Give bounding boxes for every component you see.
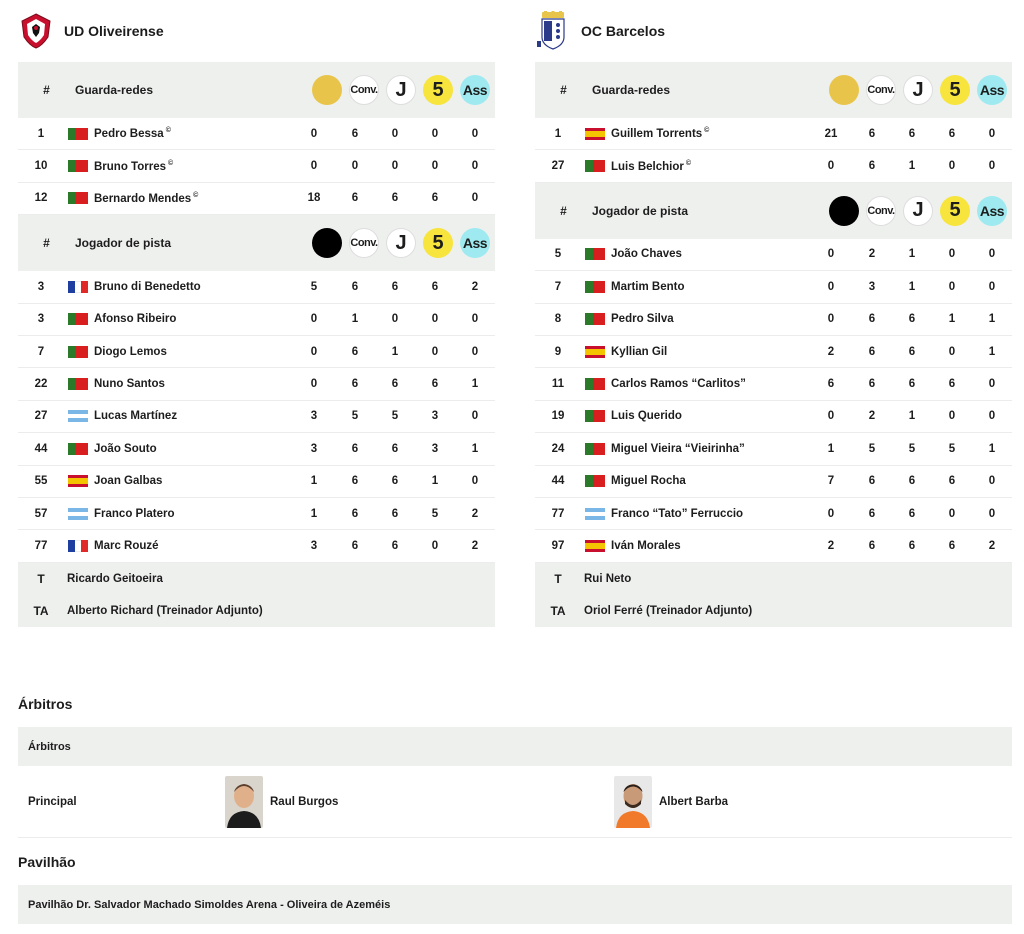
player-name[interactable]: Luis Belchior © [611, 159, 692, 173]
player-stat: 6 [351, 127, 359, 140]
player-stat: 6 [868, 160, 876, 173]
player-stat: 6 [868, 378, 876, 391]
away-goalkeepers-header [535, 62, 1012, 118]
starting-five-icon: 5 [940, 196, 970, 226]
france-flag-icon [68, 281, 88, 293]
away-goalkeepers-list [535, 118, 1012, 183]
player-stat: 6 [868, 475, 876, 488]
player-row[interactable] [18, 433, 495, 465]
player-number: 8 [554, 313, 562, 326]
player-stat: 6 [391, 539, 399, 552]
player-number: 55 [34, 475, 48, 488]
portugal-flag-icon [585, 281, 605, 293]
portugal-flag-icon [68, 346, 88, 358]
player-name[interactable]: Bernardo Mendes © [94, 192, 199, 205]
venue-name[interactable]: Pavilhão Dr. Salvador Machado Simoldes Arena - Oliveira de Azeméis [28, 898, 391, 911]
player-stat: 7 [827, 475, 835, 488]
player-stat: 1 [471, 442, 479, 455]
player-stat: 0 [391, 127, 399, 140]
player-stat: 1 [988, 442, 996, 455]
player-stat: 0 [310, 160, 318, 173]
player-stat: 0 [310, 378, 318, 391]
player-stat: 6 [908, 378, 916, 391]
player-name[interactable]: Joan Galbas [94, 475, 163, 488]
player-stat: 2 [988, 539, 996, 552]
referee-entry[interactable] [225, 776, 338, 828]
player-row[interactable] [535, 498, 1012, 530]
goalkeepers-label: Guarda-redes [75, 83, 154, 97]
player-stat: 1 [310, 475, 318, 488]
player-name[interactable]: Nuno Santos [94, 378, 165, 391]
player-name[interactable]: Afonso Ribeiro [94, 313, 177, 326]
player-stat: 1 [908, 248, 916, 261]
player-stat: 6 [431, 280, 439, 293]
player-stat: 6 [351, 378, 359, 391]
player-number: 77 [34, 539, 48, 552]
player-stat: 6 [908, 345, 916, 358]
player-row[interactable] [18, 401, 495, 433]
home-team-name[interactable]: UD Oliveirense [64, 23, 164, 39]
player-row[interactable] [535, 118, 1012, 150]
player-stat: 6 [351, 442, 359, 455]
referee-photo [614, 776, 652, 828]
player-stat: 1 [988, 313, 996, 326]
player-row[interactable] [535, 401, 1012, 433]
player-stat: 6 [351, 192, 359, 205]
player-stat: 5 [908, 442, 916, 455]
player-stat: 0 [471, 192, 479, 205]
player-stat: 6 [868, 127, 876, 140]
player-stat: 0 [431, 539, 439, 552]
player-number: 44 [34, 442, 48, 455]
player-number: 12 [34, 192, 48, 205]
home-coach-row [18, 563, 495, 595]
outfield-players-label: Jogador de pista [592, 203, 689, 218]
player-stat: 3 [431, 442, 439, 455]
player-stat: 0 [948, 248, 956, 261]
assistant-coach-name[interactable]: Oriol Ferré (Treinador Adjunto) [584, 605, 753, 618]
goalkeepers-label: Guarda-redes [592, 83, 671, 97]
portugal-flag-icon [68, 160, 88, 172]
player-stat: 6 [391, 378, 399, 391]
player-name[interactable]: Pedro Silva [611, 313, 674, 326]
player-stat: 0 [351, 160, 359, 173]
away-team-panel [535, 0, 1012, 627]
player-stat: 1 [431, 475, 439, 488]
player-number: 9 [554, 345, 562, 358]
player-row[interactable] [18, 150, 495, 182]
player-number: 7 [554, 280, 562, 293]
player-stat: 6 [948, 539, 956, 552]
player-number: 57 [34, 507, 48, 520]
black-ball-icon [312, 228, 342, 258]
player-stat: 0 [471, 313, 479, 326]
player-number: 27 [34, 410, 48, 423]
player-number: 5 [554, 248, 562, 261]
assistant-coach-icon: TA [550, 604, 566, 619]
player-stat: 6 [391, 475, 399, 488]
black-ball-icon [829, 196, 859, 226]
assistant-coach-icon: TA [33, 604, 49, 619]
player-name[interactable]: Diogo Lemos [94, 345, 167, 358]
player-stat: 21 [824, 127, 838, 140]
player-number: 97 [551, 539, 565, 552]
player-row[interactable] [535, 150, 1012, 182]
coach-name[interactable]: Ricardo Geitoeira [67, 572, 163, 585]
player-stat: 6 [908, 539, 916, 552]
convocated-icon: Conv. [349, 75, 379, 105]
referee-photo [225, 776, 263, 828]
coach-name[interactable]: Rui Neto [584, 572, 632, 585]
player-stat: 5 [948, 442, 956, 455]
player-stat: 0 [431, 345, 439, 358]
player-stat: 2 [827, 345, 835, 358]
player-row[interactable] [18, 183, 495, 215]
player-stat: 6 [351, 475, 359, 488]
player-row[interactable] [535, 466, 1012, 498]
player-name[interactable]: Bruno Torres © [94, 159, 174, 173]
player-stat: 3 [868, 280, 876, 293]
player-number: 24 [551, 442, 565, 455]
player-stat: 0 [988, 280, 996, 293]
player-name[interactable]: Franco Platero [94, 507, 175, 520]
player-stat: 6 [908, 313, 916, 326]
player-name[interactable]: João Chaves [611, 248, 682, 261]
player-number: 10 [34, 160, 48, 173]
assists-icon: Ass [460, 75, 490, 105]
away-outfield-header [535, 183, 1012, 239]
portugal-flag-icon [585, 160, 605, 172]
player-stat: 3 [431, 410, 439, 423]
player-stat: 0 [988, 410, 996, 423]
referee-name: Albert Barba [659, 795, 729, 808]
player-stat: 2 [471, 539, 479, 552]
player-stat: 6 [431, 192, 439, 205]
player-row[interactable] [535, 530, 1012, 562]
player-stat: 0 [827, 248, 835, 261]
argentina-flag-icon [68, 410, 88, 422]
player-name[interactable]: Kyllian Gil [611, 345, 668, 358]
player-stat: 0 [310, 345, 318, 358]
coach-icon: T [37, 571, 45, 586]
player-stat: 0 [471, 160, 479, 173]
goalkeeper-mark: © [685, 159, 692, 167]
player-row[interactable] [18, 336, 495, 368]
player-number: 22 [34, 378, 48, 391]
portugal-flag-icon [68, 443, 88, 455]
away-team-name[interactable]: OC Barcelos [581, 23, 666, 39]
starting-five-icon: 5 [940, 75, 970, 105]
player-number: 11 [551, 378, 565, 391]
away-team-header [535, 0, 1012, 62]
player-stat: 0 [827, 410, 835, 423]
player-stat: 2 [827, 539, 835, 552]
venue-bar [18, 885, 1012, 924]
games-played-icon: J [386, 228, 416, 258]
player-stat: 6 [351, 280, 359, 293]
player-row[interactable] [18, 498, 495, 530]
oc-barcelos-crest-icon[interactable] [535, 11, 571, 51]
starting-five-icon: 5 [423, 228, 453, 258]
number-column-header: # [560, 203, 567, 218]
player-stat: 5 [868, 442, 876, 455]
player-name[interactable]: João Souto [94, 442, 157, 455]
convocated-icon: Conv. [866, 196, 896, 226]
player-row[interactable] [535, 433, 1012, 465]
ud-oliveirense-crest-icon[interactable] [18, 11, 54, 51]
player-stat: 1 [948, 313, 956, 326]
player-stat: 2 [471, 507, 479, 520]
outfield-players-label: Jogador de pista [75, 236, 172, 251]
assists-icon: Ass [977, 75, 1007, 105]
player-stat: 6 [391, 280, 399, 293]
player-stat: 5 [351, 410, 359, 423]
player-stat: 6 [948, 378, 956, 391]
player-row[interactable] [535, 239, 1012, 271]
home-goalkeepers-list [18, 118, 495, 215]
home-outfield-list [18, 271, 495, 563]
player-name[interactable]: Iván Morales [611, 539, 681, 552]
referee-entry[interactable] [614, 776, 728, 828]
home-goalkeepers-header [18, 62, 495, 118]
player-stat: 1 [908, 280, 916, 293]
player-stat: 6 [431, 378, 439, 391]
player-stat: 0 [471, 410, 479, 423]
player-stat: 0 [948, 507, 956, 520]
number-column-header: # [560, 83, 567, 97]
player-stat: 1 [471, 378, 479, 391]
spain-flag-icon [585, 540, 605, 552]
player-number: 3 [37, 280, 45, 293]
player-stat: 0 [471, 127, 479, 140]
portugal-flag-icon [585, 248, 605, 260]
player-stat: 6 [351, 507, 359, 520]
player-name[interactable]: Lucas Martínez [94, 410, 178, 423]
coach-icon: T [554, 571, 562, 586]
player-stat: 0 [988, 378, 996, 391]
player-name[interactable]: Guillem Torrents © [611, 127, 710, 141]
home-team-panel [18, 0, 495, 627]
player-stat: 3 [310, 539, 318, 552]
player-stat: 0 [391, 160, 399, 173]
player-stat: 6 [351, 345, 359, 358]
portugal-flag-icon [68, 192, 88, 204]
goalkeeper-mark: © [168, 159, 174, 167]
player-stat: 0 [948, 280, 956, 293]
player-stat: 6 [391, 507, 399, 520]
player-row[interactable] [18, 466, 495, 498]
games-played-icon: J [903, 196, 933, 226]
player-stat: 18 [307, 192, 321, 205]
player-stat: 0 [948, 160, 956, 173]
player-name[interactable]: Pedro Bessa © [94, 127, 171, 141]
player-name[interactable]: Franco “Tato” Ferruccio [611, 507, 744, 520]
player-number: 44 [551, 475, 565, 488]
player-stat: 0 [391, 313, 399, 326]
player-stat: 1 [908, 410, 916, 423]
player-stat: 1 [351, 313, 359, 326]
player-number: 77 [551, 507, 565, 520]
player-stat: 2 [471, 280, 479, 293]
portugal-flag-icon [68, 313, 88, 325]
player-number: 7 [37, 345, 45, 358]
player-name[interactable]: Carlos Ramos “Carlitos” [611, 378, 746, 391]
player-row[interactable] [18, 304, 495, 336]
player-stat: 1 [988, 345, 996, 358]
player-stat: 6 [948, 127, 956, 140]
player-stat: 0 [431, 160, 439, 173]
player-number: 1 [554, 127, 562, 140]
argentina-flag-icon [68, 508, 88, 520]
player-stat: 0 [471, 475, 479, 488]
venue-title: Pavilhão [18, 854, 76, 870]
player-number: 1 [37, 127, 45, 140]
player-stat: 0 [988, 127, 996, 140]
portugal-flag-icon [585, 410, 605, 422]
away-outfield-list [535, 239, 1012, 563]
assists-icon: Ass [460, 228, 490, 258]
player-stat: 6 [908, 507, 916, 520]
player-stat: 6 [391, 192, 399, 205]
player-name[interactable]: Luis Querido [611, 410, 682, 423]
referees-row [18, 766, 1012, 838]
referees-bar: Árbitros [18, 727, 1012, 766]
player-name[interactable]: Miguel Vieira “Vieirinha” [611, 442, 745, 455]
player-stat: 6 [351, 539, 359, 552]
player-stat: 0 [827, 160, 835, 173]
yellow-ball-icon [829, 75, 859, 105]
player-stat: 6 [391, 442, 399, 455]
player-row[interactable] [535, 304, 1012, 336]
player-stat: 0 [827, 280, 835, 293]
referee-role-label: Principal [28, 795, 77, 808]
home-outfield-header [18, 215, 495, 271]
referees-title: Árbitros [18, 696, 73, 712]
player-name[interactable]: Miguel Rocha [611, 475, 686, 488]
portugal-flag-icon [585, 378, 605, 390]
player-stat: 0 [827, 313, 835, 326]
player-stat: 0 [431, 127, 439, 140]
player-row[interactable] [18, 118, 495, 150]
player-stat: 6 [827, 378, 835, 391]
player-stat: 0 [827, 507, 835, 520]
away-coach-row [535, 563, 1012, 595]
player-stat: 0 [948, 345, 956, 358]
player-stat: 1 [827, 442, 835, 455]
player-stat: 6 [868, 345, 876, 358]
player-stat: 6 [868, 313, 876, 326]
portugal-flag-icon [585, 443, 605, 455]
player-stat: 3 [310, 410, 318, 423]
player-row[interactable] [535, 336, 1012, 368]
player-number: 19 [551, 410, 565, 423]
player-row[interactable] [18, 530, 495, 562]
player-stat: 1 [310, 507, 318, 520]
player-row[interactable] [535, 368, 1012, 400]
spain-flag-icon [585, 346, 605, 358]
player-stat: 2 [868, 248, 876, 261]
goalkeeper-mark: © [165, 127, 171, 135]
home-team-header [18, 0, 495, 62]
number-column-header: # [43, 236, 50, 251]
goalkeeper-mark: © [193, 192, 199, 200]
player-stat: 6 [948, 475, 956, 488]
referee-name: Raul Burgos [270, 795, 339, 808]
player-name[interactable]: Martim Bento [611, 280, 685, 293]
portugal-flag-icon [585, 475, 605, 487]
starting-five-icon: 5 [423, 75, 453, 105]
player-stat: 0 [988, 160, 996, 173]
player-stat: 5 [431, 507, 439, 520]
player-stat: 0 [988, 507, 996, 520]
assistant-coach-name[interactable]: Alberto Richard (Treinador Adjunto) [67, 605, 263, 618]
player-row[interactable] [18, 271, 495, 303]
games-played-icon: J [903, 75, 933, 105]
player-stat: 6 [908, 475, 916, 488]
player-stat: 2 [868, 410, 876, 423]
player-stat: 5 [391, 410, 399, 423]
yellow-ball-icon [312, 75, 342, 105]
player-stat: 0 [988, 248, 996, 261]
portugal-flag-icon [68, 378, 88, 390]
argentina-flag-icon [585, 508, 605, 520]
player-stat: 0 [310, 127, 318, 140]
player-row[interactable] [535, 271, 1012, 303]
france-flag-icon [68, 540, 88, 552]
number-column-header: # [43, 83, 50, 97]
portugal-flag-icon [68, 128, 88, 140]
player-number: 3 [37, 313, 45, 326]
player-stat: 0 [431, 313, 439, 326]
player-stat: 6 [868, 539, 876, 552]
player-stat: 0 [471, 345, 479, 358]
spain-flag-icon [585, 128, 605, 140]
player-stat: 1 [391, 345, 399, 358]
away-assistant-row [535, 595, 1012, 627]
convocated-icon: Conv. [349, 228, 379, 258]
player-stat: 1 [908, 160, 916, 173]
player-stat: 0 [988, 475, 996, 488]
player-number: 27 [551, 160, 565, 173]
assists-icon: Ass [977, 196, 1007, 226]
player-row[interactable] [18, 368, 495, 400]
goalkeeper-mark: © [704, 127, 710, 135]
spain-flag-icon [68, 475, 88, 487]
player-stat: 6 [868, 507, 876, 520]
player-stat: 5 [310, 280, 318, 293]
player-stat: 0 [948, 410, 956, 423]
games-played-icon: J [386, 75, 416, 105]
convocated-icon: Conv. [866, 75, 896, 105]
player-name[interactable]: Marc Rouzé [94, 539, 159, 552]
portugal-flag-icon [585, 313, 605, 325]
player-stat: 0 [310, 313, 318, 326]
player-stat: 3 [310, 442, 318, 455]
player-name[interactable]: Bruno di Benedetto [94, 280, 201, 293]
home-assistant-row [18, 595, 495, 627]
player-stat: 6 [908, 127, 916, 140]
